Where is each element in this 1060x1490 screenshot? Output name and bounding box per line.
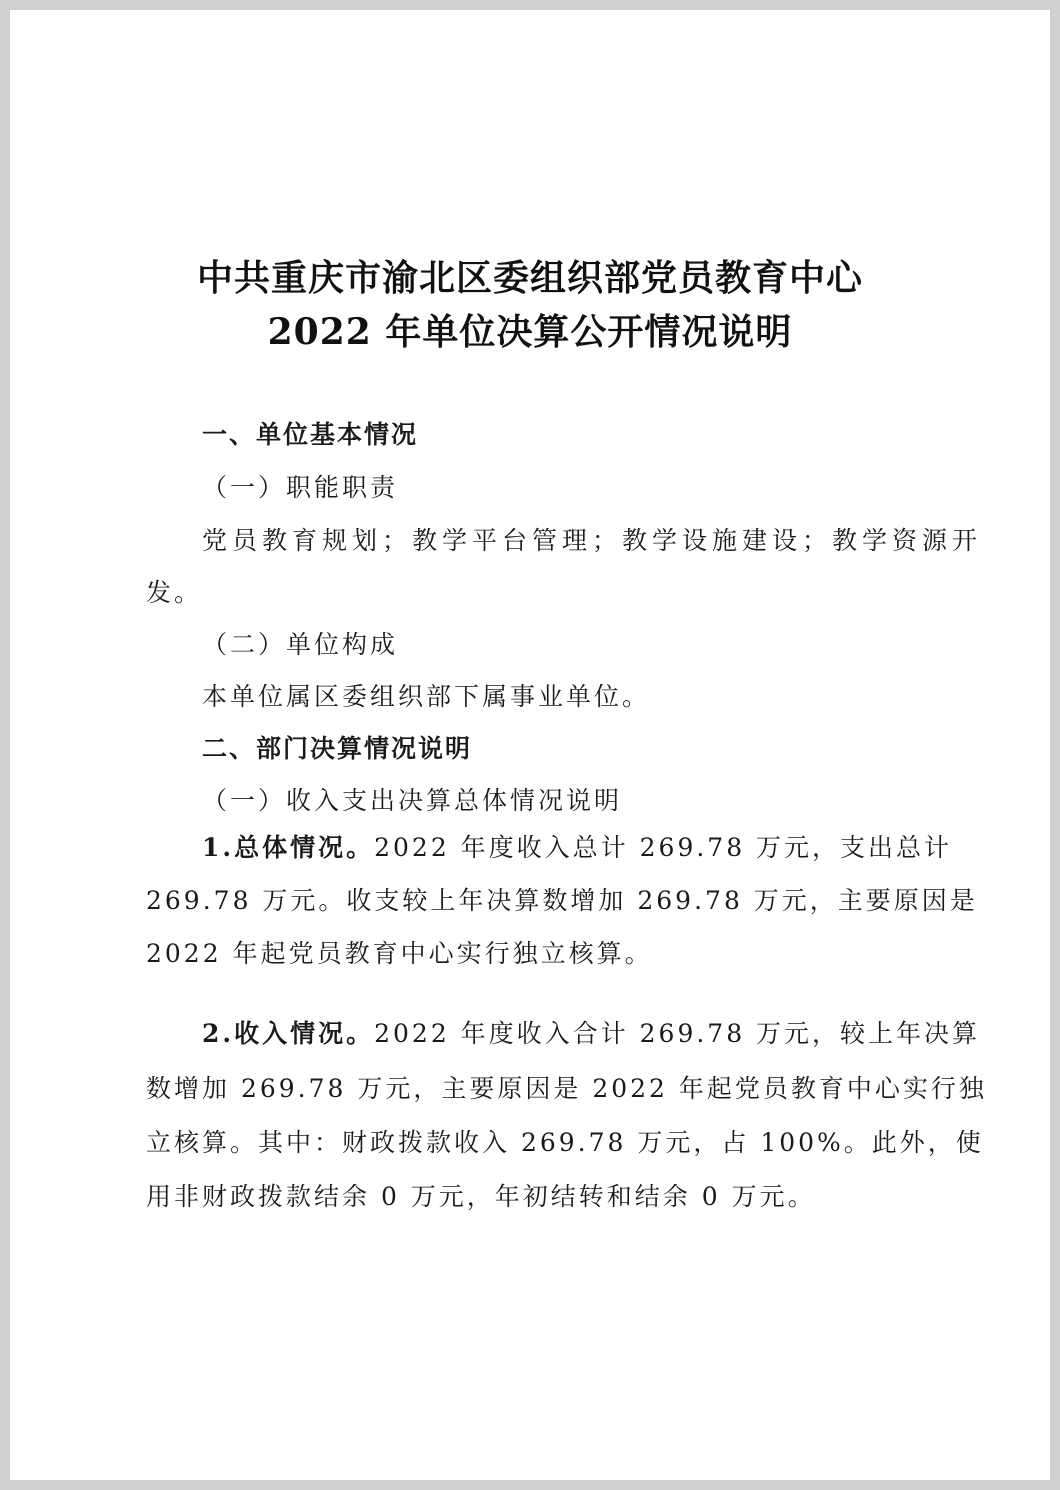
income-paragraph-line-3: 立核算。其中：财政拨款收入 269.78 万元，占 100%。此外，使	[146, 1128, 984, 1157]
section-2-sub-1-heading: （一）收入支出决算总体情况说明	[202, 786, 623, 815]
overall-label: 1.总体情况。	[202, 833, 375, 862]
duties-text-line-1: 党员教育规划；教学平台管理；教学设施建设；教学资源开	[202, 526, 983, 555]
overall-paragraph-line-1	[202, 835, 982, 860]
section-1-sub-1-heading: （一）职能职责	[202, 473, 399, 502]
document-page	[10, 10, 1050, 1480]
income-paragraph-line-1	[202, 1021, 982, 1046]
document-title-line-1: 中共重庆市渝北区委组织部党员教育中心	[196, 257, 863, 299]
section-2-heading: 二、部门决算情况说明	[202, 734, 473, 763]
duties-text-line-2: 发。	[146, 578, 203, 607]
income-paragraph-line-4: 用非财政拨款结余 0 万元，年初结转和结余 0 万元。	[146, 1182, 816, 1211]
income-line-1-text: 2022 年度收入合计 269.78 万元，较上年决算	[374, 1019, 981, 1048]
section-1-sub-2-heading: （二）单位构成	[202, 630, 399, 659]
document-title-line-2: 2022 年单位决算公开情况说明	[267, 311, 793, 353]
income-paragraph-line-2: 数增加 269.78 万元，主要原因是 2022 年起党员教育中心实行独	[146, 1074, 987, 1103]
overall-paragraph-line-2: 269.78 万元。收支较上年决算数增加 269.78 万元，主要原因是	[146, 886, 978, 915]
composition-text: 本单位属区委组织部下属事业单位。	[202, 682, 651, 711]
overall-line-1-text: 2022 年度收入总计 269.78 万元，支出总计	[374, 833, 953, 862]
income-label: 2.收入情况。	[202, 1019, 375, 1048]
overall-paragraph-line-3: 2022 年起党员教育中心实行独立核算。	[146, 939, 653, 968]
section-1-heading: 一、单位基本情况	[202, 420, 419, 449]
